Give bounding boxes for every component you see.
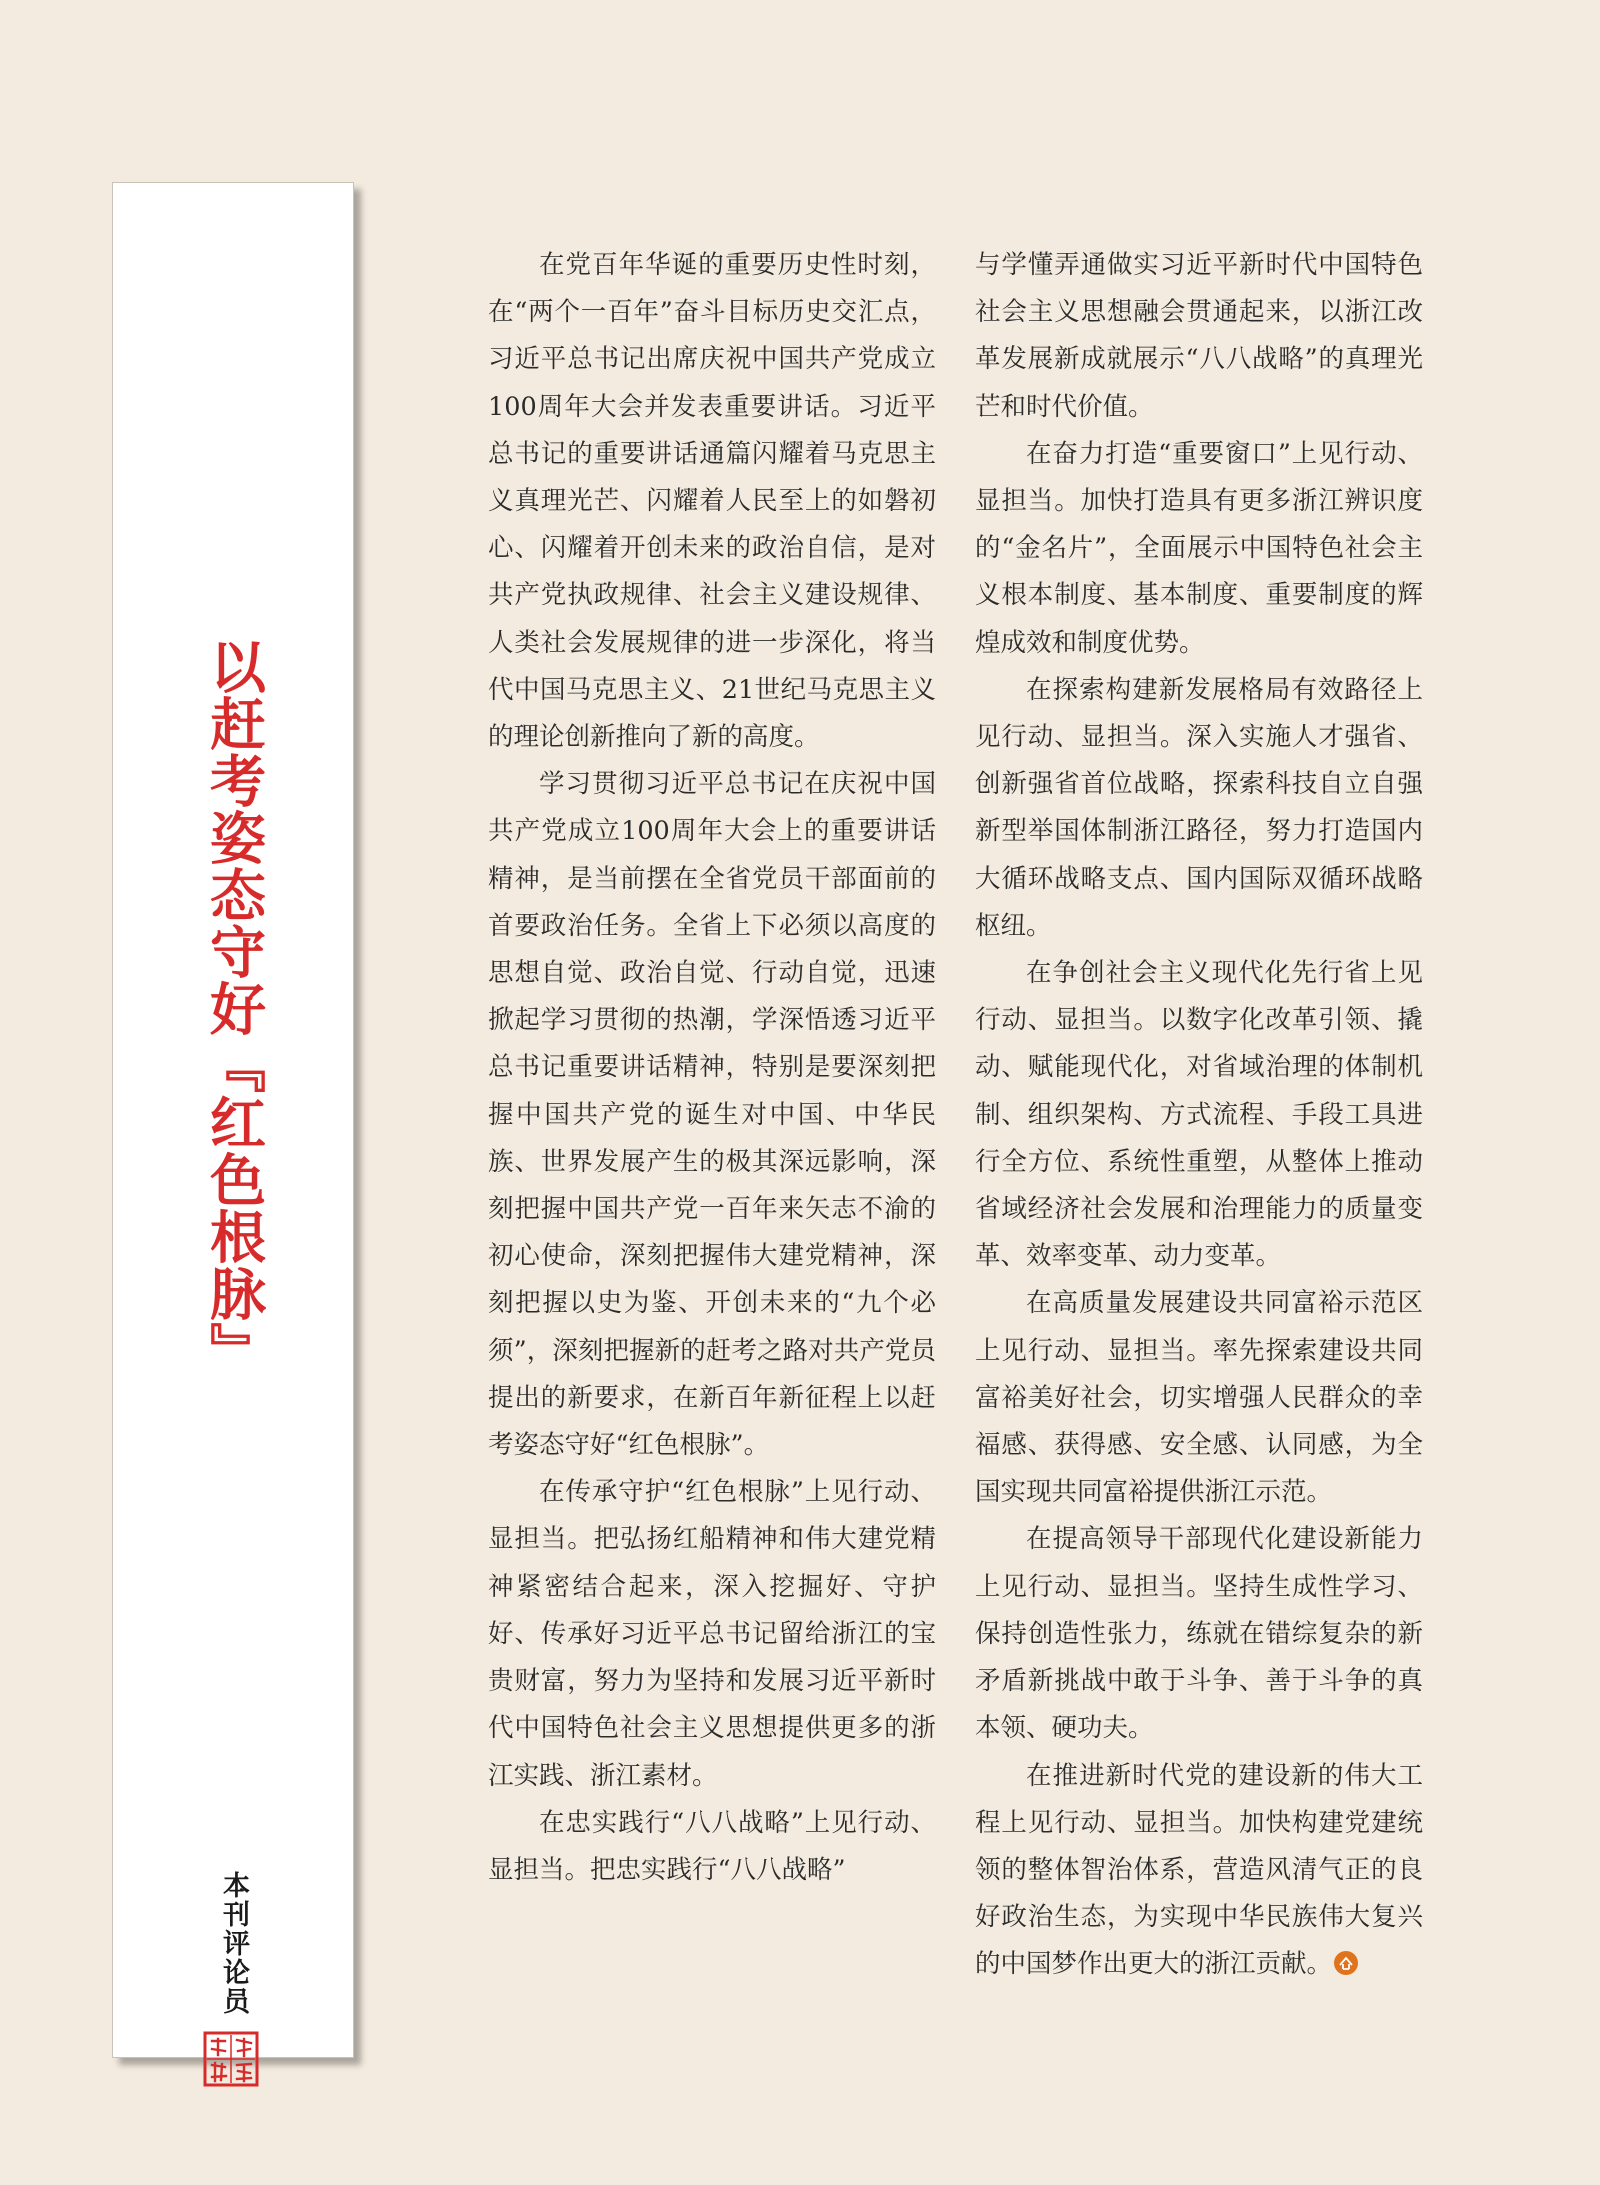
- paragraph: 在奋力打造“重要窗口”上见行动、显担当。加快打造具有更多浙江辨识度的“金名片”，全面展示中国特色社会主义根本制度、基本制度、重要制度的辉煌成效和制度优势。: [975, 438, 1423, 658]
- paragraph-continued: 在忠实践行“八八战略”上见行动、显担当。把忠实践行“八八战略”: [488, 1807, 936, 1885]
- paragraph: 学习贯彻习近平总书记在庆祝中国共产党成立100周年大会上的重要讲话精神，是当前摆在全省党员干部面前的首要政治任务。全省上下必须以高度的思想自觉、政治自觉、行动自觉，迅速掀起学习贯彻的热潮，学深悟透习近平总书记重要讲话精神，特别是要深刻把握中国共产党的诞生对中国、中华民族、世界发展产生的极其深远影响，深刻把握中国共产党一百年来矢志不渝的初心使命，深刻把握伟大建党精神，深刻把握以史为鉴、开创未来的“九个必须”，深刻把握新的赶考之路对共产党员提出的新要求，在新百年新征程上以赶考姿态守好“红色根脉”。: [488, 769, 936, 1461]
- paragraph-continuation: 与学懂弄通做实习近平新时代中国特色社会主义思想融会贯通起来，以浙江改革发展新成就展示“八八战略”的真理光芒和时代价值。: [975, 250, 1423, 422]
- article-column-right: [975, 242, 1423, 2022]
- byline: 本刊评论员: [218, 1871, 249, 2016]
- title-sidebar: [112, 182, 354, 2058]
- article-title: 以赶考姿态守好『红色根脉』: [201, 638, 266, 1379]
- end-mark-icon: [1334, 1951, 1358, 1975]
- paragraph: 在争创社会主义现代化先行省上见行动、显担当。以数字化改革引领、撬动、赋能现代化，对省域治理的体制机制、组织架构、方式流程、手段工具进行全方位、系统性重塑，从整体上推动省域经济社会发展和治理能力的质量变革、效率变革、动力变革。: [975, 958, 1423, 1272]
- paragraph: 在探索构建新发展格局有效路径上见行动、显担当。深入实施人才强省、创新强省首位战略，探索科技自立自强新型举国体制浙江路径，努力打造国内大循环战略支点、国内国际双循环战略枢纽。: [975, 674, 1423, 941]
- paragraph: 在传承守护“红色根脉”上见行动、显担当。把弘扬红船精神和伟大建党精神紧密结合起来，深入挖掘好、守护好、传承好习近平总书记留给浙江的宝贵财富，努力为坚持和发展习近平新时代中国特色社会主义思想提供更多的浙江实践、浙江素材。: [488, 1477, 936, 1791]
- paragraph: 在提高领导干部现代化建设新能力上见行动、显担当。坚持生成性学习、保持创造性张力，练就在错综复杂的新矛盾新挑战中敢于斗争、善于斗争的真本领、硬功夫。: [975, 1524, 1423, 1744]
- paragraph-final: [975, 1753, 1423, 1989]
- paragraph-final-text: 在推进新时代党的建设新的伟大工程上见行动、显担当。加快构建党建统领的整体智治体系，营造风清气正的良好政治生态，为实现中华民族伟大复兴的中国梦作出更大的浙江贡献。: [975, 1760, 1423, 1980]
- red-seal-stamp: [203, 2031, 259, 2087]
- paragraph: 在高质量发展建设共同富裕示范区上见行动、显担当。率先探索建设共同富裕美好社会，切实增强人民群众的幸福感、获得感、安全感、认同感，为全国实现共同富裕提供浙江示范。: [975, 1288, 1423, 1508]
- paragraph: 在党百年华诞的重要历史性时刻，在“两个一百年”奋斗目标历史交汇点，习近平总书记出席庆祝中国共产党成立100周年大会并发表重要讲话。习近平总书记的重要讲话通篇闪耀着马克思主义真理光芒、闪耀着人民至上的如磐初心、闪耀着开创未来的政治自信，是对共产党执政规律、社会主义建设规律、人类社会发展规律的进一步深化，将当代中国马克思主义、21世纪马克思主义的理论创新推向了新的高度。: [488, 250, 936, 753]
- article-column-left: [488, 242, 936, 2022]
